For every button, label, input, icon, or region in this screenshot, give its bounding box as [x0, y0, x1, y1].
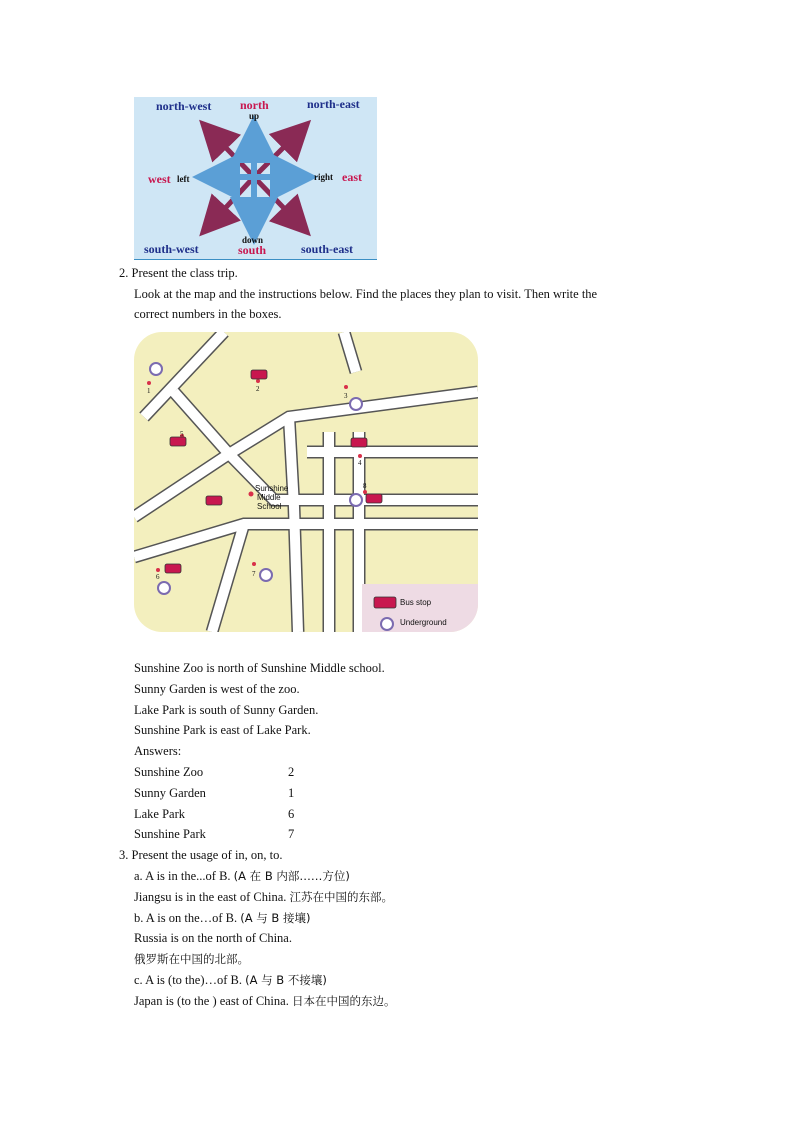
label-north: north [240, 98, 269, 112]
example-b-cn: 俄罗斯在中国的北部。 [134, 952, 249, 966]
instruction-1: Sunshine Zoo is north of Sunshine Middle school. [134, 661, 385, 675]
answers-label: Answers: [134, 744, 182, 758]
example-a [134, 889, 393, 905]
label-west: west [148, 172, 171, 186]
pin-2 [256, 379, 260, 383]
arrow-south-east [254, 177, 304, 229]
street-map-drawing [134, 332, 478, 632]
rule-c [134, 972, 327, 988]
label-east: east [342, 170, 362, 184]
school-label-line3: School [257, 502, 282, 511]
label-north-east: north-east [307, 97, 360, 111]
rule-b-en: b. A is on the…of B. [134, 911, 241, 925]
arrow-south-west [206, 177, 254, 229]
section-3-heading: 3. Present the usage of in, on, to. [119, 848, 283, 862]
rule-c-cn: (A 与 B 不接壤) [245, 973, 327, 987]
bus-stop-icon [251, 370, 267, 379]
map-number-8: 8 [363, 482, 367, 490]
label-south-east: south-east [301, 242, 354, 256]
street-map [134, 332, 478, 632]
pin-7 [252, 562, 256, 566]
arrow-north-west [206, 127, 254, 177]
example-c-cn: 日本在中国的东边。 [291, 994, 396, 1008]
label-down: down [242, 235, 264, 245]
label-south-west: south-west [144, 242, 199, 256]
bus-stop-icon [351, 438, 367, 447]
legend-bus-stop: Bus stop [400, 598, 432, 607]
underground-icon [381, 618, 393, 630]
bus-stop-icon [366, 494, 382, 503]
pin-8 [363, 490, 367, 494]
example-a-en: Jiangsu is in the east of China. [134, 890, 290, 904]
example-b-en: Russia is on the north of China. [134, 931, 292, 945]
answer-number: 6 [288, 807, 295, 821]
section-2-heading: 2. Present the class trip. [119, 266, 238, 280]
section-2-instruction-line1: Look at the map and the instructions below. Find the places they plan to visit. Then write the [134, 287, 598, 301]
pin-school [249, 492, 254, 497]
example-a-cn: 江苏在中国的东部。 [289, 890, 394, 904]
answer-place: Sunshine Zoo [134, 765, 204, 779]
section-2-instruction-line2: correct numbers in the boxes. [134, 307, 282, 321]
underground-icon [260, 569, 272, 581]
label-right: right [314, 172, 333, 182]
bus-stop-icon [165, 564, 181, 573]
rule-a-en: a. A is in the...of B. [134, 869, 234, 883]
answer-number: 2 [288, 765, 295, 779]
underground-icon [150, 363, 162, 375]
answer-place: Sunshine Park [134, 827, 206, 841]
answer-place: Lake Park [134, 807, 186, 821]
pin-3 [344, 385, 348, 389]
rule-a [134, 868, 350, 884]
bus-stop-icon [374, 597, 396, 608]
label-up: up [249, 111, 260, 121]
instruction-4: Sunshine Park is east of Lake Park. [134, 723, 311, 737]
arrow-north-east [254, 127, 304, 177]
rule-c-en: c. A is (to the)…of B. [134, 973, 246, 987]
label-left: left [177, 174, 190, 184]
answer-row [134, 764, 304, 780]
map-number-4: 4 [358, 459, 362, 467]
pin-6 [156, 568, 160, 572]
rule-b [134, 910, 310, 926]
map-number-7: 7 [252, 570, 256, 578]
pin-4 [358, 454, 362, 458]
rule-b-cn: (A 与 B 接壤) [240, 911, 311, 925]
underground-icon [158, 582, 170, 594]
map-number-3: 3 [344, 392, 348, 400]
bus-stop-icon [170, 437, 186, 446]
label-north-west: north-west [156, 99, 212, 113]
rule-a-cn: (A 在 B 内部……方位) [233, 869, 350, 883]
map-number-5: 5 [180, 430, 184, 438]
answer-number: 7 [288, 827, 295, 841]
example-c [134, 993, 395, 1009]
label-south: south [238, 243, 267, 257]
answer-row [134, 826, 304, 842]
map-number-2: 2 [256, 385, 260, 393]
map-number-1: 1 [147, 387, 151, 395]
school-label-line2: Middle [257, 493, 281, 502]
pin-1 [147, 381, 151, 385]
bus-stop-icon [206, 496, 222, 505]
map-number-6: 6 [156, 573, 160, 581]
school-label-line1: Sunshine [255, 484, 289, 493]
instruction-2: Sunny Garden is west of the zoo. [134, 682, 300, 696]
answer-row [134, 785, 304, 801]
answer-row [134, 806, 304, 822]
answer-place: Sunny Garden [134, 786, 206, 800]
answer-number: 1 [288, 786, 295, 800]
underground-icon [350, 398, 362, 410]
legend-underground: Underground [400, 618, 447, 627]
instruction-3: Lake Park is south of Sunny Garden. [134, 703, 319, 717]
example-c-en: Japan is (to the ) east of China. [134, 994, 292, 1008]
compass-diagram [134, 97, 377, 260]
underground-icon [350, 494, 362, 506]
